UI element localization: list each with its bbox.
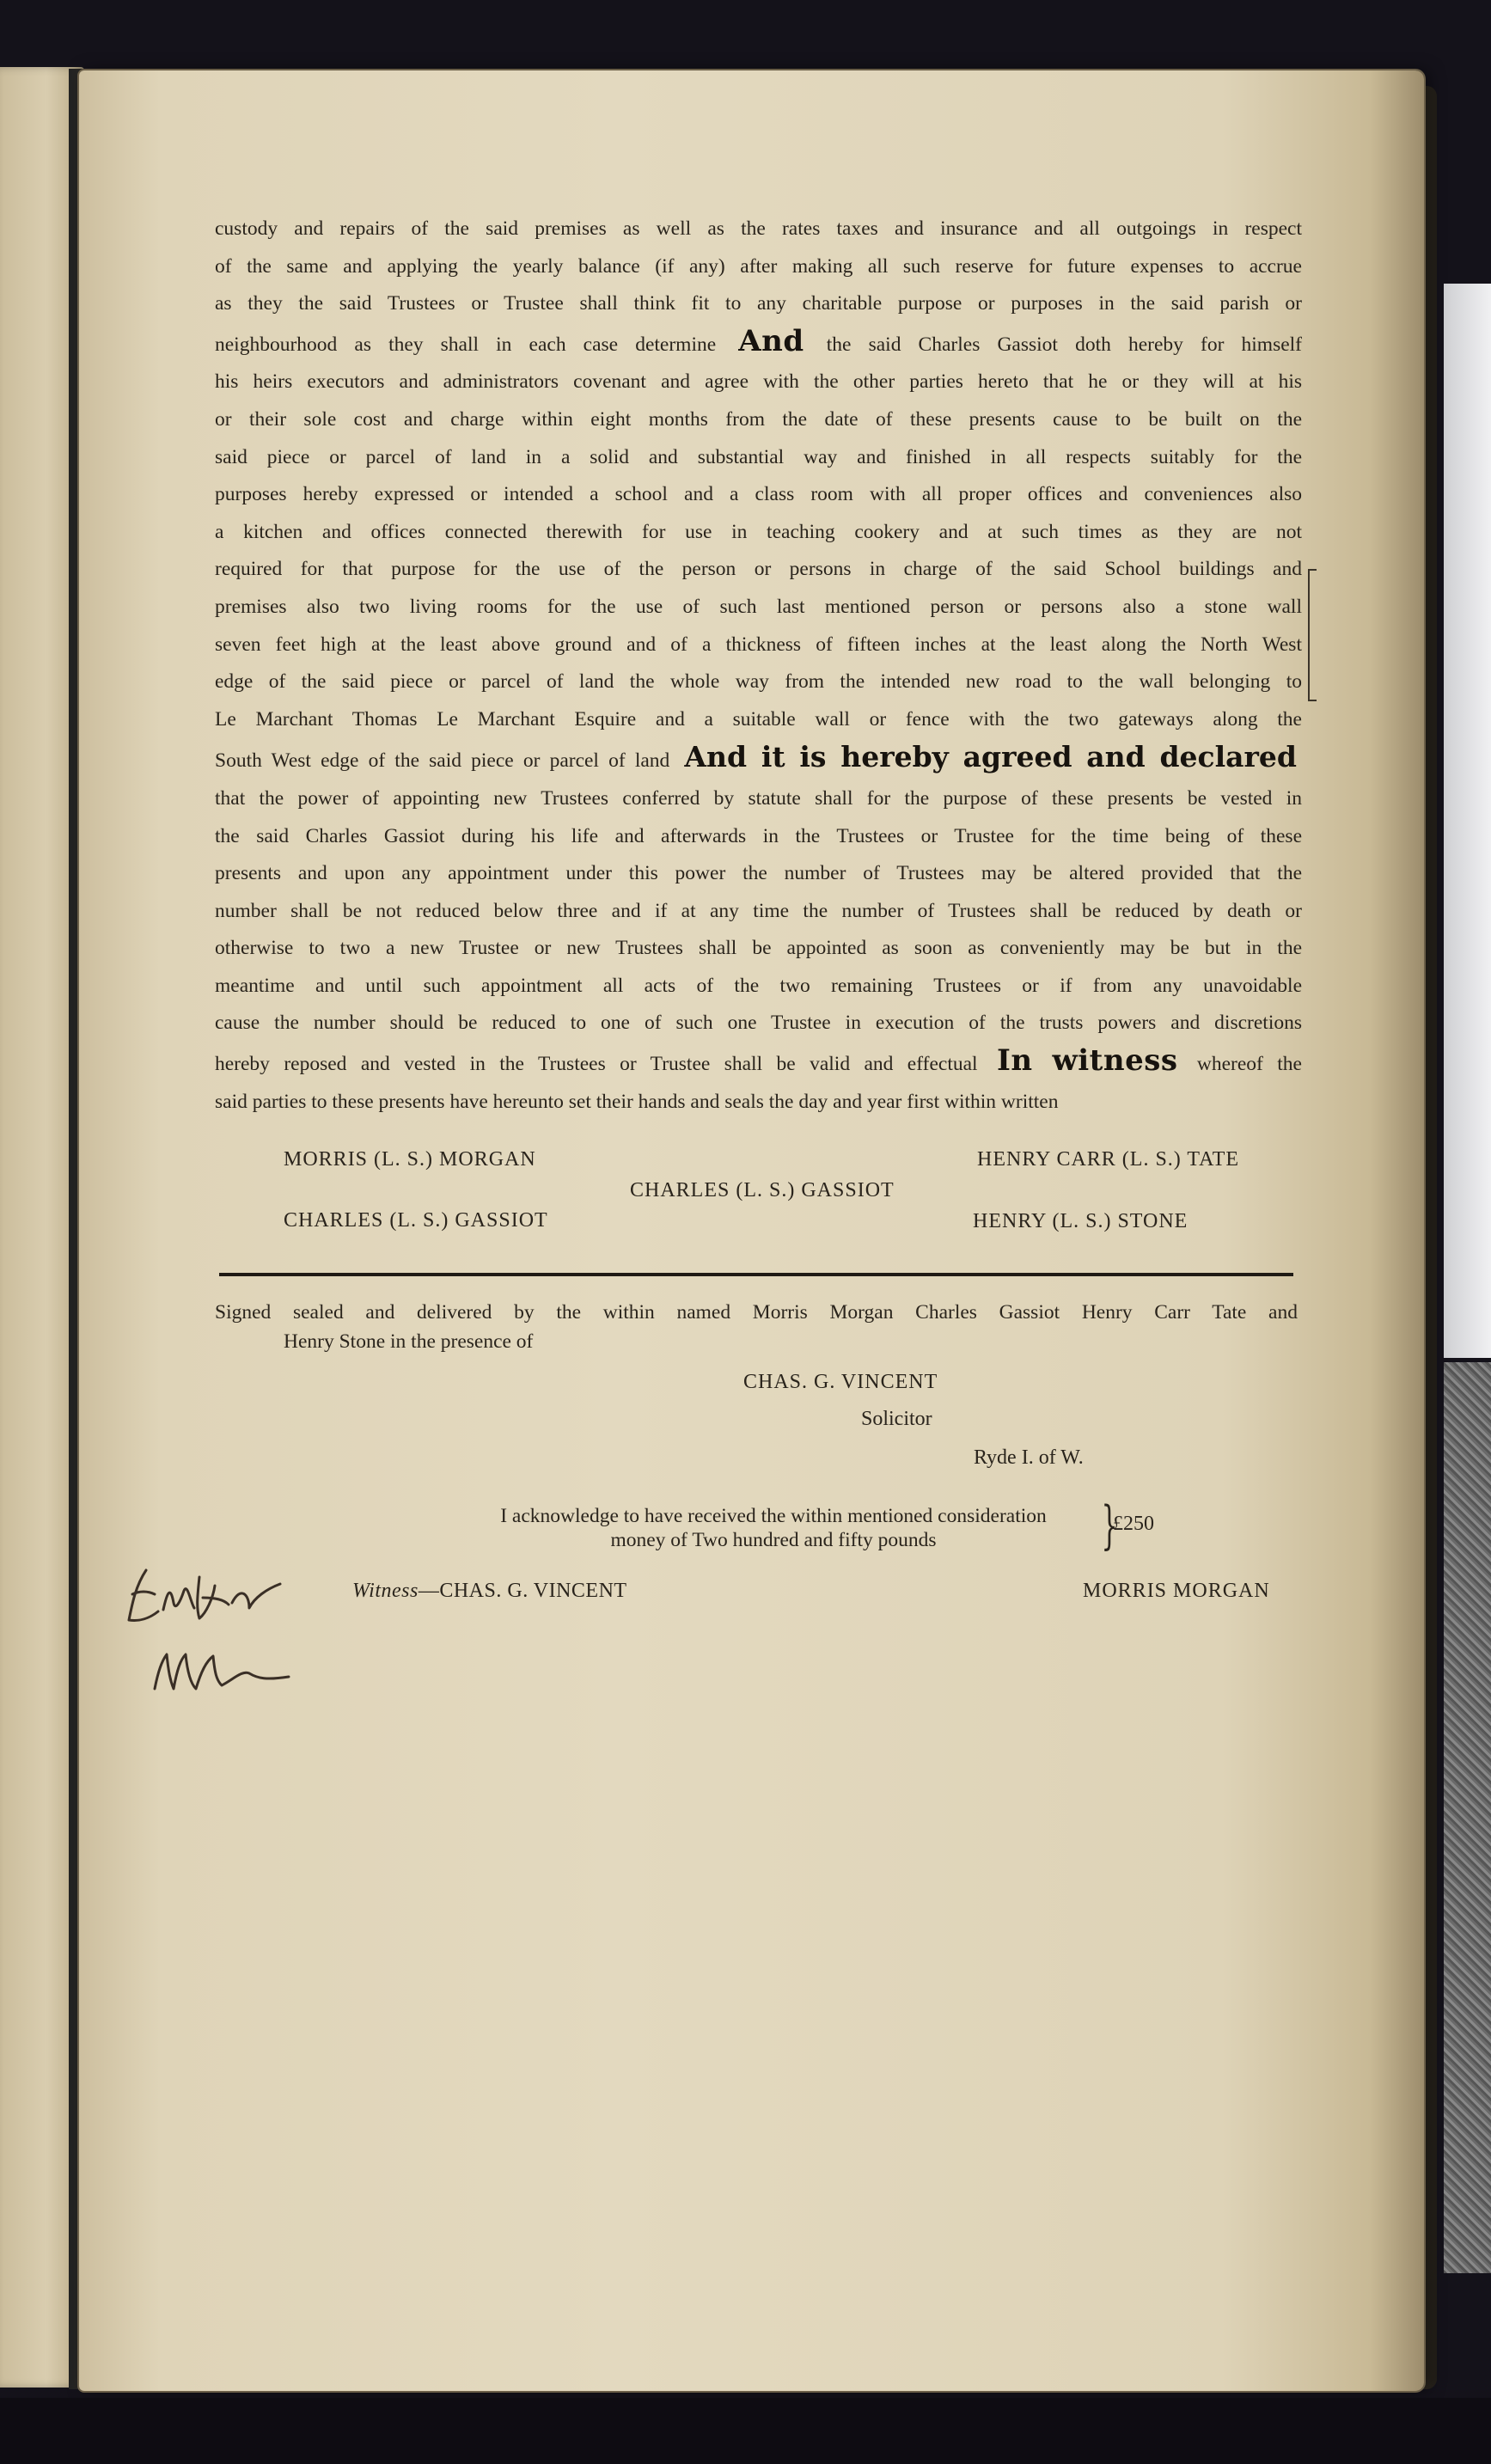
margin-bracket-mark — [1308, 569, 1317, 701]
body-line: that the power of appointing new Trustees conferred by statute shall for the purpose of these presents be vested in — [215, 786, 1302, 810]
body-line: said parties to these presents have hereunto set their hands and seals the day and year first within written — [215, 1090, 1059, 1113]
blackletter-heading: And — [738, 323, 804, 358]
body-line: required for that purpose for the use of the person or persons in charge of the said School buildings and — [215, 558, 1302, 581]
body-line: his heirs executors and administrators covenant and agree with the other parties hereto that he or they will at his — [215, 370, 1302, 394]
body-line — [215, 323, 1302, 364]
witness-name: CHAS. G. VINCENT — [743, 1371, 938, 1393]
blackletter-heading: And it is hereby agreed and declared — [684, 740, 1298, 774]
body-line: cause the number should be reduced to one of such one Trustee in execution of the trusts powers and discretions — [215, 1012, 1302, 1035]
body-line: custody and repairs of the said premises as well as the rates taxes and insurance and all outgoings in respect — [215, 217, 1302, 240]
body-line: edge of the said piece or parcel of land the whole way from the intended new road to the wall belonging to — [215, 670, 1302, 694]
handwritten-annotation — [120, 1560, 318, 1749]
background-paper-strip — [1444, 284, 1491, 1358]
receipt-signatory: MORRIS MORGAN — [1083, 1580, 1270, 1602]
body-line: of the same and applying the yearly balance (if any) after making all such reserve for future expenses to accrue — [215, 254, 1302, 278]
scan-bottom-border — [0, 2398, 1491, 2464]
receipt-witness — [352, 1580, 627, 1603]
attestation-clause — [215, 1298, 1298, 1356]
witness-place: Ryde I. of W. — [974, 1446, 1084, 1469]
acknowledgement-line-2: money of Two hundred and fifty pounds — [610, 1529, 937, 1551]
signature-henry-carr-tate: HENRY CARR (L. S.) TATE — [977, 1148, 1240, 1171]
witness-label: Witness — [352, 1580, 419, 1602]
body-line: purposes hereby expressed or intended a school and a class room with all proper offices and conveniences also — [215, 483, 1302, 506]
signature-charles-gassiot-left: CHARLES (L. S.) GASSIOT — [284, 1209, 548, 1232]
body-line: presents and upon any appointment under this power the number of Trustees may be altered provided that the — [215, 862, 1302, 885]
witness-role: Solicitor — [861, 1408, 932, 1430]
body-line-text: whereof the — [1196, 1053, 1302, 1076]
body-line: the said Charles Gassiot during his life and afterwards in the Trustees or Trustee for the time being of these — [215, 824, 1302, 847]
deed-body-text — [215, 211, 1302, 1121]
signature-henry-stone: HENRY (L. S.) STONE — [973, 1210, 1189, 1232]
attestation-line-2: Henry Stone in the presence of — [284, 1330, 534, 1353]
signature-charles-gassiot-center: CHARLES (L. S.) GASSIOT — [630, 1179, 895, 1201]
body-line: premises also two living rooms for the use of such last mentioned person or persons also a stone wall — [215, 595, 1302, 618]
body-line: otherwise to two a new Trustee or new Trustees shall be appointed as soon as conveniently may be but in the — [215, 937, 1302, 960]
consideration-amount: £250 — [1113, 1513, 1154, 1535]
body-line: or their sole cost and charge within eight months from the date of these presents cause to be built on the — [215, 407, 1302, 431]
attestation-line-1: Signed sealed and delivered by the within named Morris Morgan Charles Gassiot Henry Carr Tate and — [215, 1301, 1298, 1324]
body-line: a kitchen and offices connected therewith for use in teaching cookery and at such times as they are not — [215, 520, 1302, 543]
acknowledgement-receipt — [455, 1504, 1091, 1552]
acknowledgement-line-1: I acknowledge to have received the within mentioned consideration — [500, 1505, 1047, 1527]
body-line: said piece or parcel of land in a solid and substantial way and finished in all respects suitably for the — [215, 445, 1302, 468]
background-texture-strip — [1444, 1362, 1491, 2273]
body-line-text: neighbourhood as they shall in each case determine — [215, 333, 717, 356]
witness-separator: — — [418, 1580, 440, 1602]
blackletter-heading: In witness — [996, 1043, 1178, 1079]
body-line — [215, 1042, 1302, 1084]
body-line: as they the said Trustees or Trustee shall think fit to any charitable purpose or purposes in the said parish or — [215, 292, 1302, 315]
body-line: Le Marchant Thomas Le Marchant Esquire and a suitable wall or fence with the two gateways along the — [215, 707, 1302, 731]
signature-morris-morgan: MORRIS (L. S.) MORGAN — [284, 1148, 536, 1171]
body-line: meantime and until such appointment all acts of the two remaining Trustees or if from any unavoidable — [215, 974, 1302, 997]
body-line: seven feet high at the least above ground and of a thickness of fifteen inches at the least along the North West — [215, 633, 1302, 656]
divider-rule — [219, 1273, 1293, 1276]
body-line — [215, 738, 1302, 780]
body-line-text: the said Charles Gassiot doth hereby for himself — [826, 333, 1302, 356]
body-line: number shall be not reduced below three and if at any time the number of Trustees shall be reduced by death or — [215, 899, 1302, 922]
receipt-witness-name: CHAS. G. VINCENT — [439, 1580, 627, 1602]
body-line-text: South West edge of the said piece or parcel of land — [215, 749, 670, 773]
body-line-text: hereby reposed and vested in the Trustees or Trustee shall be valid and effectual — [215, 1053, 978, 1076]
brace-glyph: } — [1101, 1495, 1118, 1556]
